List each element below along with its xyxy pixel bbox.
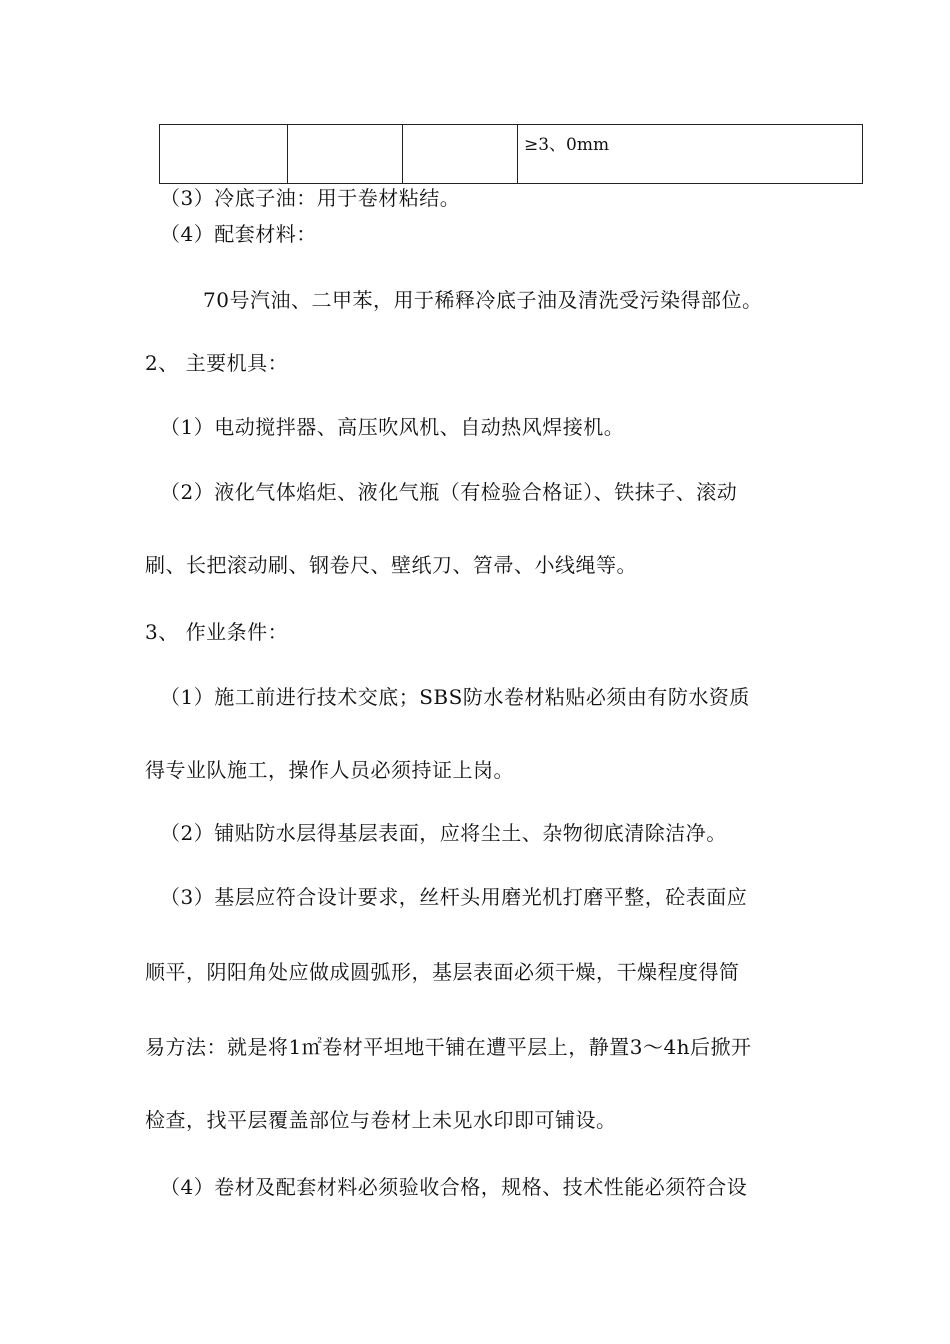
spec-table bbox=[159, 124, 863, 184]
auxiliary-materials-text: 70号汽油、二甲苯，用于稀释冷底子油及清洗受污染得部位。 bbox=[203, 288, 763, 312]
table-cell bbox=[160, 125, 288, 184]
table-cell bbox=[288, 125, 403, 184]
condition-3-cont-1: 顺平，阴阳角处应做成圆弧形，基层表面必须干燥，干燥程度得简 bbox=[145, 960, 740, 984]
condition-3-cont-3: 检查，找平层覆盖部位与卷材上未见水印即可铺设。 bbox=[145, 1108, 617, 1132]
table-row bbox=[160, 125, 863, 184]
condition-4: （4）卷材及配套材料必须验收合格，规格、技术性能必须符合设 bbox=[160, 1175, 748, 1199]
item-auxiliary-materials: （4）配套材料： bbox=[160, 222, 317, 246]
tools-item-1: （1）电动搅拌器、高压吹风机、自动热风焊接机。 bbox=[160, 415, 625, 439]
table-cell bbox=[403, 125, 518, 184]
condition-1: （1）施工前进行技术交底；SBS防水卷材粘贴必须由有防水资质 bbox=[160, 685, 750, 709]
tools-item-2-cont: 刷、长把滚动刷、钢卷尺、壁纸刀、笤帚、小线绳等。 bbox=[145, 553, 637, 577]
table-cell-thickness: ≥3、0mm bbox=[518, 125, 863, 184]
section-heading-tools: 2、 主要机具： bbox=[145, 351, 289, 375]
condition-2: （2）铺贴防水层得基层表面，应将尘土、杂物彻底清除洁净。 bbox=[160, 821, 727, 845]
section-heading-conditions: 3、 作业条件： bbox=[145, 620, 289, 644]
condition-1-cont: 得专业队施工，操作人员必须持证上岗。 bbox=[145, 758, 514, 782]
condition-3: （3）基层应符合设计要求，丝杆头用磨光机打磨平整，砼表面应 bbox=[160, 885, 748, 909]
condition-3-cont-2: 易方法：就是将1㎡卷材平坦地干铺在遭平层上，静置3～4h后掀开 bbox=[145, 1035, 752, 1059]
tools-item-2: （2）液化气体焰炬、液化气瓶（有检验合格证）、铁抹子、滚动 bbox=[160, 480, 738, 504]
item-cold-primer: （3）冷底子油：用于卷材粘结。 bbox=[160, 186, 461, 210]
